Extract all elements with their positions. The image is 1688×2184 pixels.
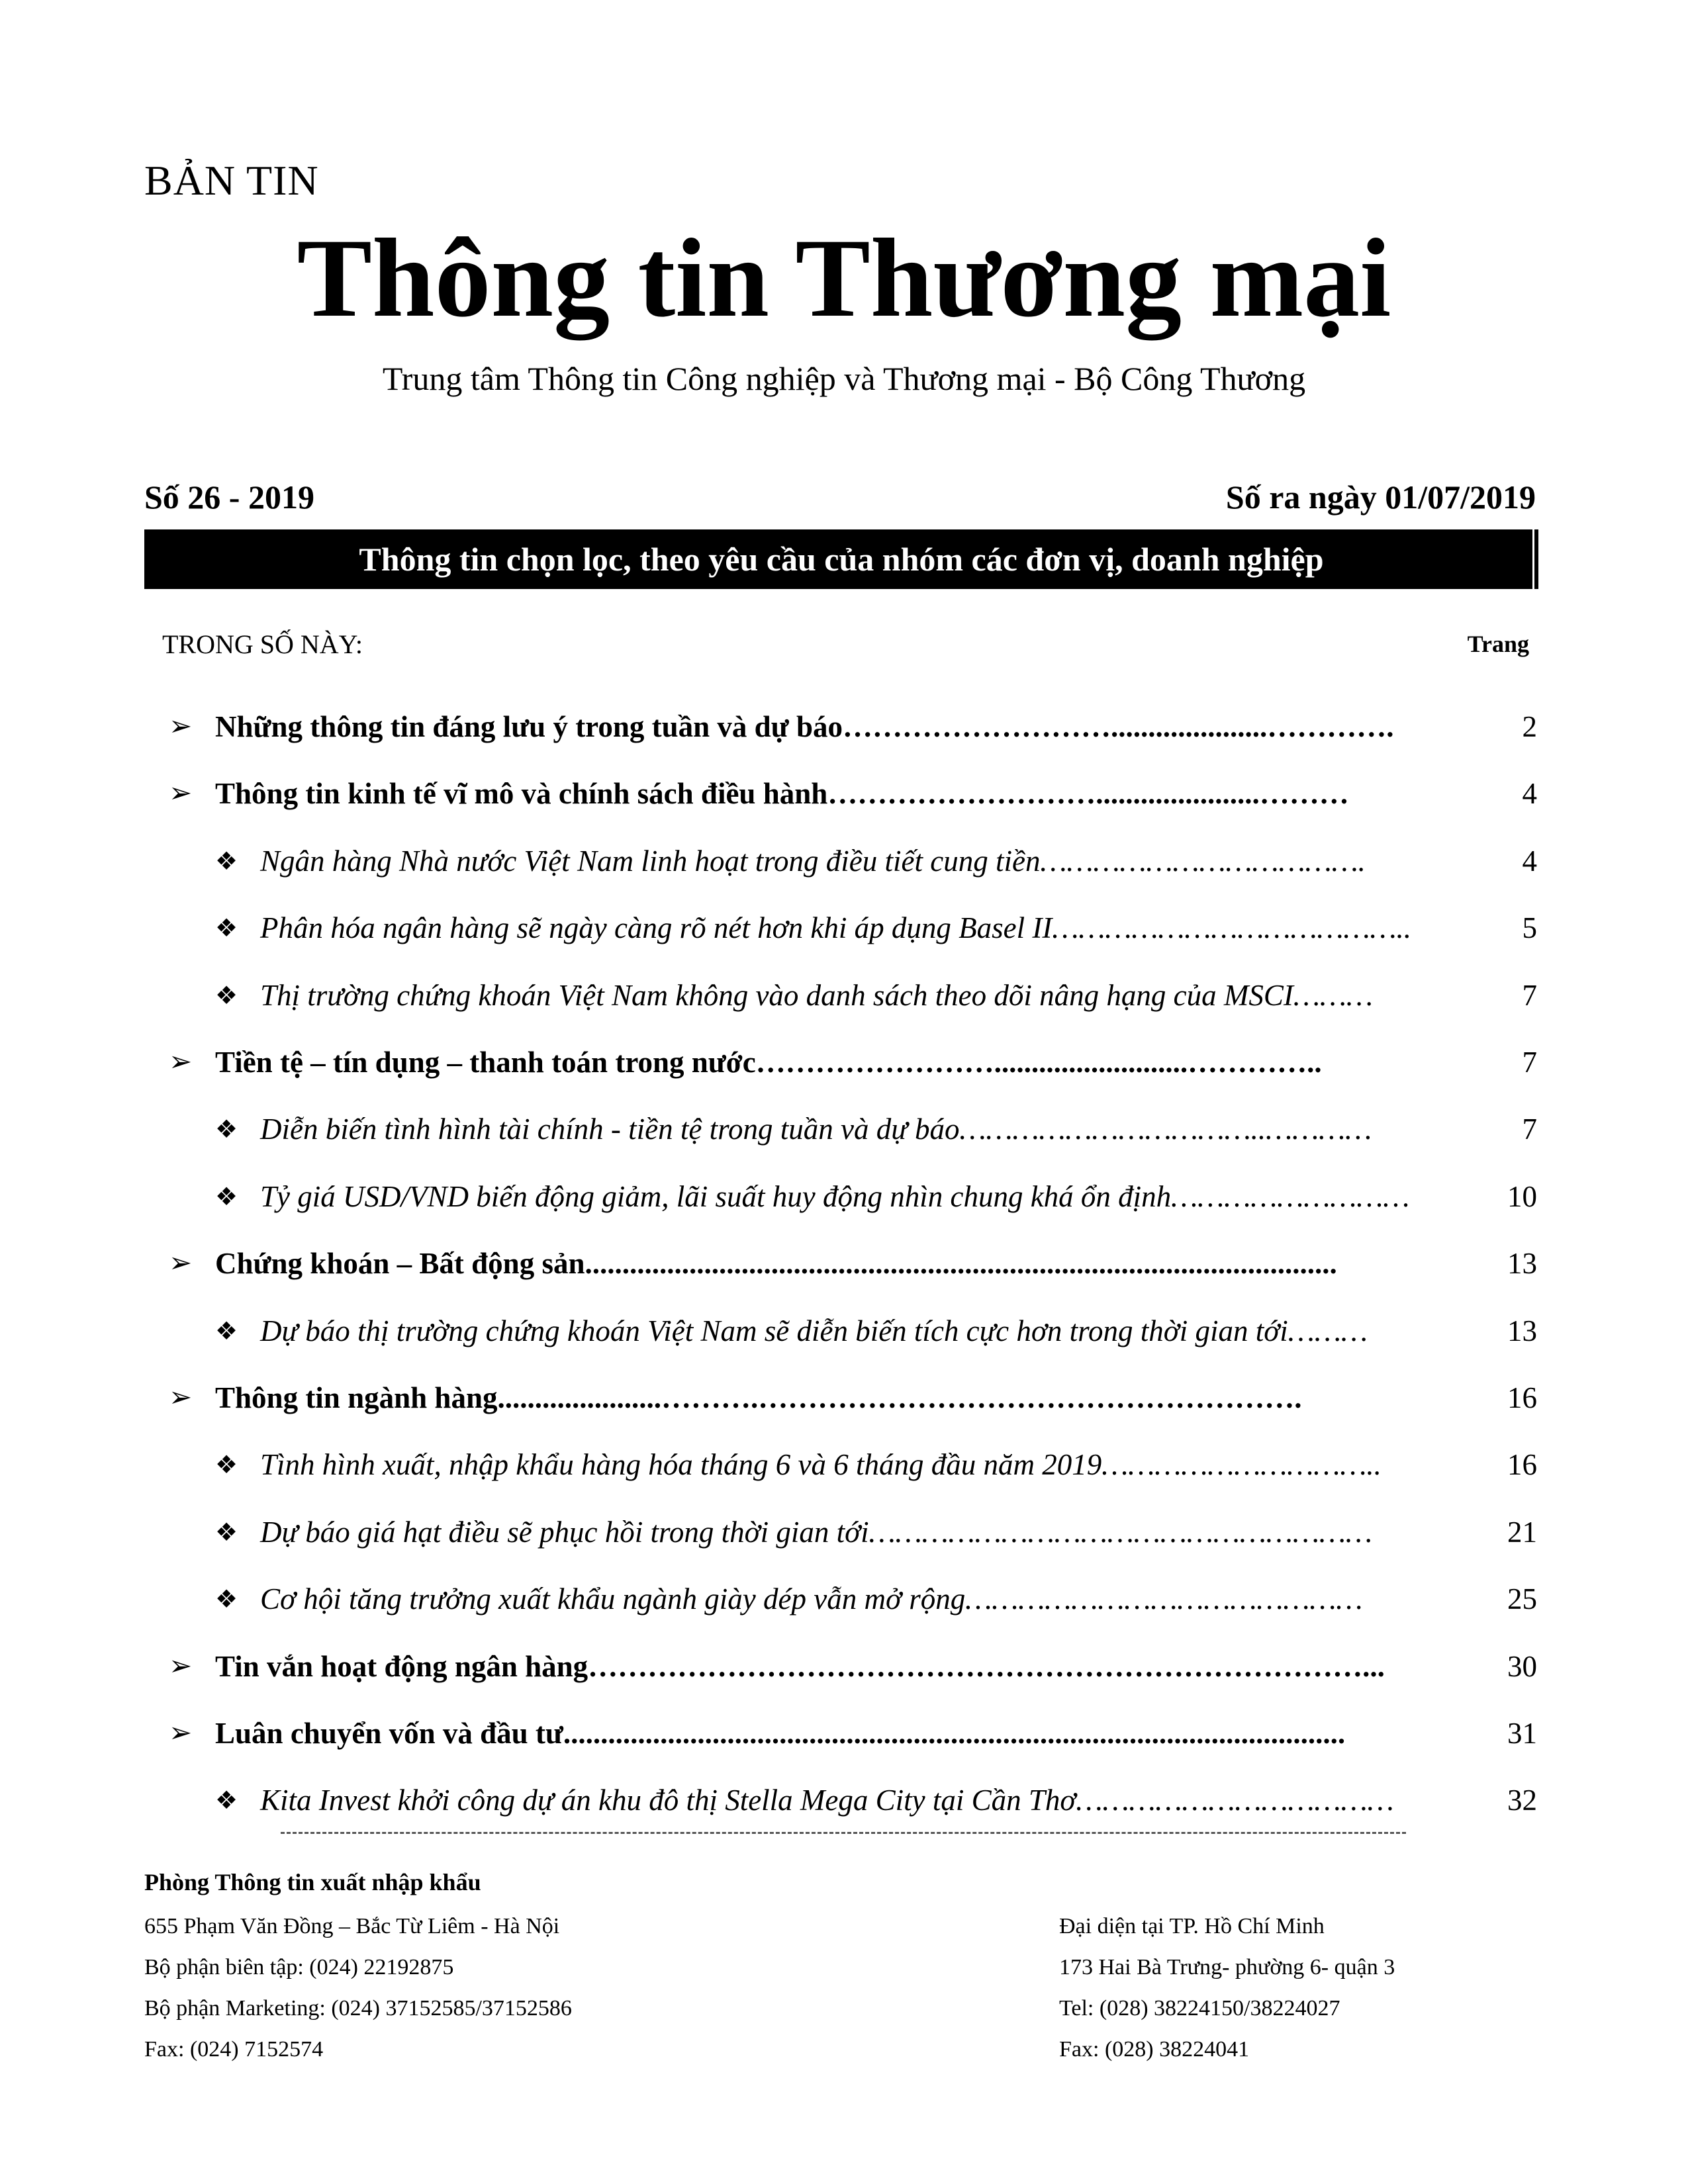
footer-editorial-phone: Bộ phận biên tập: (024) 22192875 — [144, 1955, 454, 1979]
footer-contact-hcmc — [1059, 1906, 1395, 2070]
toc-page-header: Trang — [1467, 631, 1529, 657]
toc-entry-title: Thông tin kinh tế vĩ mô và chính sách điều hành………………………......................……… — [215, 777, 1349, 810]
footer-divider — [281, 1832, 1406, 1834]
toc-entry-page: 7 — [1522, 1113, 1537, 1146]
arrow-bullet-icon: ➢ — [169, 1383, 193, 1413]
toc-entry-page: 25 — [1507, 1582, 1537, 1615]
toc-entry-title: Tình hình xuất, nhập khẩu hàng hóa tháng 6 và 6 tháng đầu năm 2019………………………….. — [260, 1448, 1382, 1481]
toc-section-entry — [0, 709, 1688, 756]
toc-entry-page: 13 — [1507, 1314, 1537, 1347]
toc-article-entry — [0, 844, 1688, 890]
toc-section-entry — [0, 1045, 1688, 1091]
publisher-line: Trung tâm Thông tin Công nghiệp và Thương mại - Bộ Công Thương — [382, 360, 1306, 397]
toc-section-entry — [0, 776, 1688, 823]
footer-hcmc-phone: Tel: (028) 38224150/38224027 — [1059, 1996, 1340, 2021]
toc-entry-page: 4 — [1522, 844, 1537, 878]
diamond-bullet-icon: ❖ — [215, 1519, 238, 1547]
toc-article-entry — [0, 1179, 1688, 1226]
toc-entry-title: Tin vắn hoạt động ngân hàng……………………………………………………………………... — [215, 1650, 1385, 1683]
toc-entry-title: Ngân hàng Nhà nước Việt Nam linh hoạt trong điều tiết cung tiền………………………………. — [260, 844, 1366, 878]
footer-address: 655 Phạm Văn Đồng – Bắc Từ Liêm - Hà Nội — [144, 1914, 560, 1938]
toc-entry-page: 16 — [1507, 1381, 1537, 1414]
toc-entry-page: 16 — [1507, 1448, 1537, 1481]
toc-entry-page: 7 — [1522, 1046, 1537, 1079]
arrow-bullet-icon: ➢ — [169, 778, 193, 809]
footer-hcmc-fax: Fax: (028) 38224041 — [1059, 2037, 1250, 2062]
toc-entry-title: Thông tin ngành hàng......................……….………………………………………………. — [215, 1381, 1302, 1414]
diamond-bullet-icon: ❖ — [215, 1183, 238, 1211]
toc-entry-page: 10 — [1507, 1180, 1537, 1213]
issue-number: Số 26 - 2019 — [144, 478, 314, 516]
footer-department: Phòng Thông tin xuất nhập khẩu — [144, 1869, 481, 1895]
toc-entry-page: 21 — [1507, 1516, 1537, 1549]
toc-article-entry — [0, 978, 1688, 1024]
toc-entry-page: 13 — [1507, 1247, 1537, 1280]
toc-entry-title: Luân chuyển vốn và đầu tư......................................................................................................... — [215, 1717, 1346, 1750]
toc-entry-page: 30 — [1507, 1650, 1537, 1683]
toc-section-entry — [0, 1649, 1688, 1696]
toc-entry-page: 4 — [1522, 777, 1537, 810]
toc-entry-title: Thị trường chứng khoán Việt Nam không vào danh sách theo dõi nâng hạng của MSCI……… — [260, 979, 1373, 1012]
toc-entry-title: Những thông tin đáng lưu ý trong tuần và dự báo……………………….....................…………. — [215, 710, 1394, 743]
arrow-bullet-icon: ➢ — [169, 1248, 193, 1279]
arrow-bullet-icon: ➢ — [169, 711, 193, 742]
diamond-bullet-icon: ❖ — [215, 1787, 238, 1815]
toc-entry-page: 2 — [1522, 710, 1537, 743]
diamond-bullet-icon: ❖ — [215, 1116, 238, 1144]
footer-marketing-phone: Bộ phận Marketing: (024) 37152585/37152586 — [144, 1996, 572, 2021]
footer-hcmc-office: Đại diện tại TP. Hồ Chí Minh — [1059, 1914, 1325, 1938]
toc-article-entry — [0, 1515, 1688, 1561]
newsletter-kicker: BẢN TIN — [144, 157, 319, 204]
diamond-bullet-icon: ❖ — [215, 1318, 238, 1345]
toc-entry-title: Tỷ giá USD/VND biến động giảm, lãi suất huy động nhìn chung khá ổn định……………………… — [260, 1180, 1410, 1213]
toc-article-entry — [0, 911, 1688, 957]
toc-entry-title: Diễn biến tình hình tài chính - tiền tệ trong tuần và dự báo……………………………..………… — [260, 1113, 1372, 1146]
toc-article-entry — [0, 1783, 1688, 1829]
footer-fax: Fax: (024) 7152574 — [144, 2037, 324, 2062]
toc-entry-title: Dự báo thị trường chứng khoán Việt Nam sẽ diễn biến tích cực hơn trong thời gian tới……… — [260, 1314, 1368, 1347]
toc-entry-title: Chứng khoán – Bất động sản..................................................................................................... — [215, 1247, 1337, 1280]
toc-section-entry — [0, 1381, 1688, 1427]
section-banner — [144, 529, 1538, 589]
toc-section-entry — [0, 1246, 1688, 1293]
toc-article-entry — [0, 1582, 1688, 1628]
toc-entry-title: Kita Invest khởi công dự án khu đô thị Stella Mega City tại Cần Thơ……………………………… — [260, 1784, 1394, 1817]
toc-entry-page: 5 — [1522, 911, 1537, 944]
arrow-bullet-icon: ➢ — [169, 1718, 193, 1749]
diamond-bullet-icon: ❖ — [215, 1586, 238, 1614]
toc-entry-page: 31 — [1507, 1717, 1537, 1750]
toc-entry-page: 32 — [1507, 1784, 1537, 1817]
newsletter-title: Thông tin Thương mại — [297, 216, 1391, 340]
toc-section-entry — [0, 1716, 1688, 1762]
diamond-bullet-icon: ❖ — [215, 982, 238, 1010]
banner-edge-divider — [1532, 529, 1534, 589]
toc-article-entry — [0, 1112, 1688, 1158]
toc-entry-title: Cơ hội tăng trưởng xuất khẩu ngành giày dép vẫn mở rộng……………………………………… — [260, 1582, 1363, 1615]
footer-hcmc-address: 173 Hai Bà Trưng- phường 6- quận 3 — [1059, 1955, 1395, 1979]
issue-date: Số ra ngày 01/07/2019 — [1225, 478, 1536, 516]
toc-entry-title: Phân hóa ngân hàng sẽ ngày càng rõ nét hơn khi áp dụng Basel II………………………………….. — [260, 911, 1412, 944]
toc-entry-title: Dự báo giá hạt điều sẽ phục hồi trong thời gian tới………………………………………………… — [260, 1516, 1372, 1549]
toc-article-entry — [0, 1314, 1688, 1360]
banner-text: Thông tin chọn lọc, theo yêu cầu của nhóm các đơn vị, doanh nghiệp — [359, 541, 1324, 578]
arrow-bullet-icon: ➢ — [169, 1651, 193, 1682]
toc-label: TRONG SỐ NÀY: — [162, 629, 363, 659]
footer-contact-hanoi — [144, 1906, 572, 2070]
diamond-bullet-icon: ❖ — [215, 848, 238, 876]
toc-entry-page: 7 — [1522, 979, 1537, 1012]
diamond-bullet-icon: ❖ — [215, 1451, 238, 1479]
toc-article-entry — [0, 1447, 1688, 1494]
toc-entry-title: Tiền tệ – tín dụng – thanh toán trong nước……………………..........................………….. — [215, 1046, 1322, 1079]
arrow-bullet-icon: ➢ — [169, 1047, 193, 1077]
diamond-bullet-icon: ❖ — [215, 915, 238, 942]
